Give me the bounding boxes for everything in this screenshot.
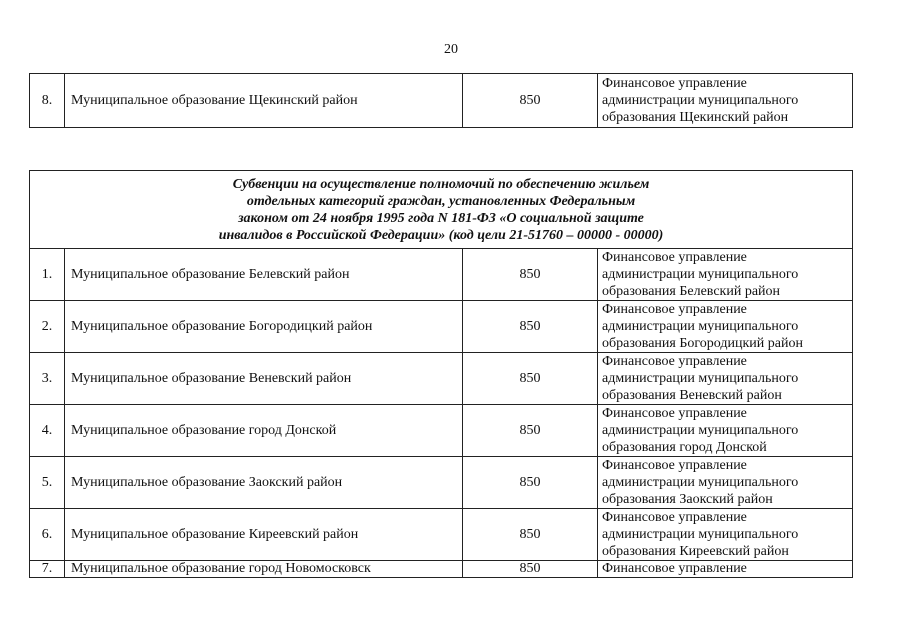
row-number: 5. xyxy=(30,457,65,509)
table-row xyxy=(30,457,853,509)
row-number: 8. xyxy=(30,74,65,128)
subvention-table xyxy=(29,170,853,578)
table-title-row xyxy=(30,171,853,249)
municipality-name: Муниципальное образование Белевский район xyxy=(65,249,463,301)
finance-authority xyxy=(598,457,853,509)
row-number: 6. xyxy=(30,509,65,561)
budget-code: 850 xyxy=(463,509,598,561)
row-number: 7. xyxy=(30,561,65,578)
finance-authority-line: Финансовое управление xyxy=(602,76,747,91)
finance-authority-line: Финансовое управление xyxy=(602,302,747,317)
table-row xyxy=(30,561,853,578)
finance-authority-line: администрации муниципального xyxy=(602,93,799,108)
municipality-name: Муниципальное образование Богородицкий район xyxy=(65,301,463,353)
finance-authority-line: администрации муниципального xyxy=(602,423,799,438)
finance-authority-line: образования Богородицкий район xyxy=(602,336,803,351)
row-number: 1. xyxy=(30,249,65,301)
finance-authority-line: Финансовое управление xyxy=(602,354,747,369)
finance-authority xyxy=(598,249,853,301)
budget-code: 850 xyxy=(463,561,598,578)
municipality-name: Муниципальное образование Щекинский район xyxy=(65,74,463,128)
finance-authority-line: администрации муниципального xyxy=(602,267,799,282)
municipality-name: Муниципальное образование город Донской xyxy=(65,405,463,457)
finance-authority xyxy=(598,405,853,457)
budget-code: 850 xyxy=(463,74,598,128)
budget-code: 850 xyxy=(463,405,598,457)
finance-authority-line: образования Щекинский район xyxy=(602,110,789,125)
row-number: 4. xyxy=(30,405,65,457)
row-number: 2. xyxy=(30,301,65,353)
municipality-name: Муниципальное образование город Новомосковск xyxy=(65,561,463,578)
subvention-title xyxy=(30,171,853,249)
budget-code: 850 xyxy=(463,301,598,353)
table-row xyxy=(30,301,853,353)
finance-authority-line: образования Киреевский район xyxy=(602,544,789,559)
finance-authority xyxy=(598,301,853,353)
finance-authority-line: Финансовое управление xyxy=(602,510,747,525)
finance-authority-line: образования Заокский район xyxy=(602,492,773,507)
finance-authority-line: образования Белевский район xyxy=(602,284,781,299)
finance-authority xyxy=(598,74,853,128)
finance-authority-line: Финансовое управление xyxy=(602,561,747,576)
allocation-table-continued xyxy=(29,73,853,128)
table-row xyxy=(30,405,853,457)
table-row xyxy=(30,249,853,301)
title-line: Субвенции на осуществление полномочий по обеспечению жильем xyxy=(232,177,650,192)
finance-authority-line: образования город Донской xyxy=(602,440,767,455)
table-row xyxy=(30,74,853,128)
finance-authority-line: Финансовое управление xyxy=(602,406,747,421)
page-number: 20 xyxy=(444,42,458,57)
table-row xyxy=(30,509,853,561)
finance-authority-line: Финансовое управление xyxy=(602,458,747,473)
budget-code: 850 xyxy=(463,249,598,301)
municipality-name: Муниципальное образование Веневский район xyxy=(65,353,463,405)
finance-authority xyxy=(598,561,853,578)
budget-code: 850 xyxy=(463,353,598,405)
table-row xyxy=(30,353,853,405)
finance-authority xyxy=(598,509,853,561)
municipality-name: Муниципальное образование Киреевский район xyxy=(65,509,463,561)
finance-authority xyxy=(598,353,853,405)
finance-authority-line: Финансовое управление xyxy=(602,250,747,265)
finance-authority-line: администрации муниципального xyxy=(602,319,799,334)
title-line: отдельных категорий граждан, установленных Федеральным xyxy=(246,194,636,209)
row-number: 3. xyxy=(30,353,65,405)
title-line: законом от 24 ноября 1995 года N 181-ФЗ «О социальной защите xyxy=(238,211,644,226)
title-line: инвалидов в Российской Федерации» (код цели 21-51760 – 00000 - 00000) xyxy=(218,228,664,243)
finance-authority-line: администрации муниципального xyxy=(602,371,799,386)
finance-authority-line: администрации муниципального xyxy=(602,475,799,490)
finance-authority-line: образования Веневский район xyxy=(602,388,782,403)
municipality-name: Муниципальное образование Заокский район xyxy=(65,457,463,509)
finance-authority-line: администрации муниципального xyxy=(602,527,799,542)
budget-code: 850 xyxy=(463,457,598,509)
